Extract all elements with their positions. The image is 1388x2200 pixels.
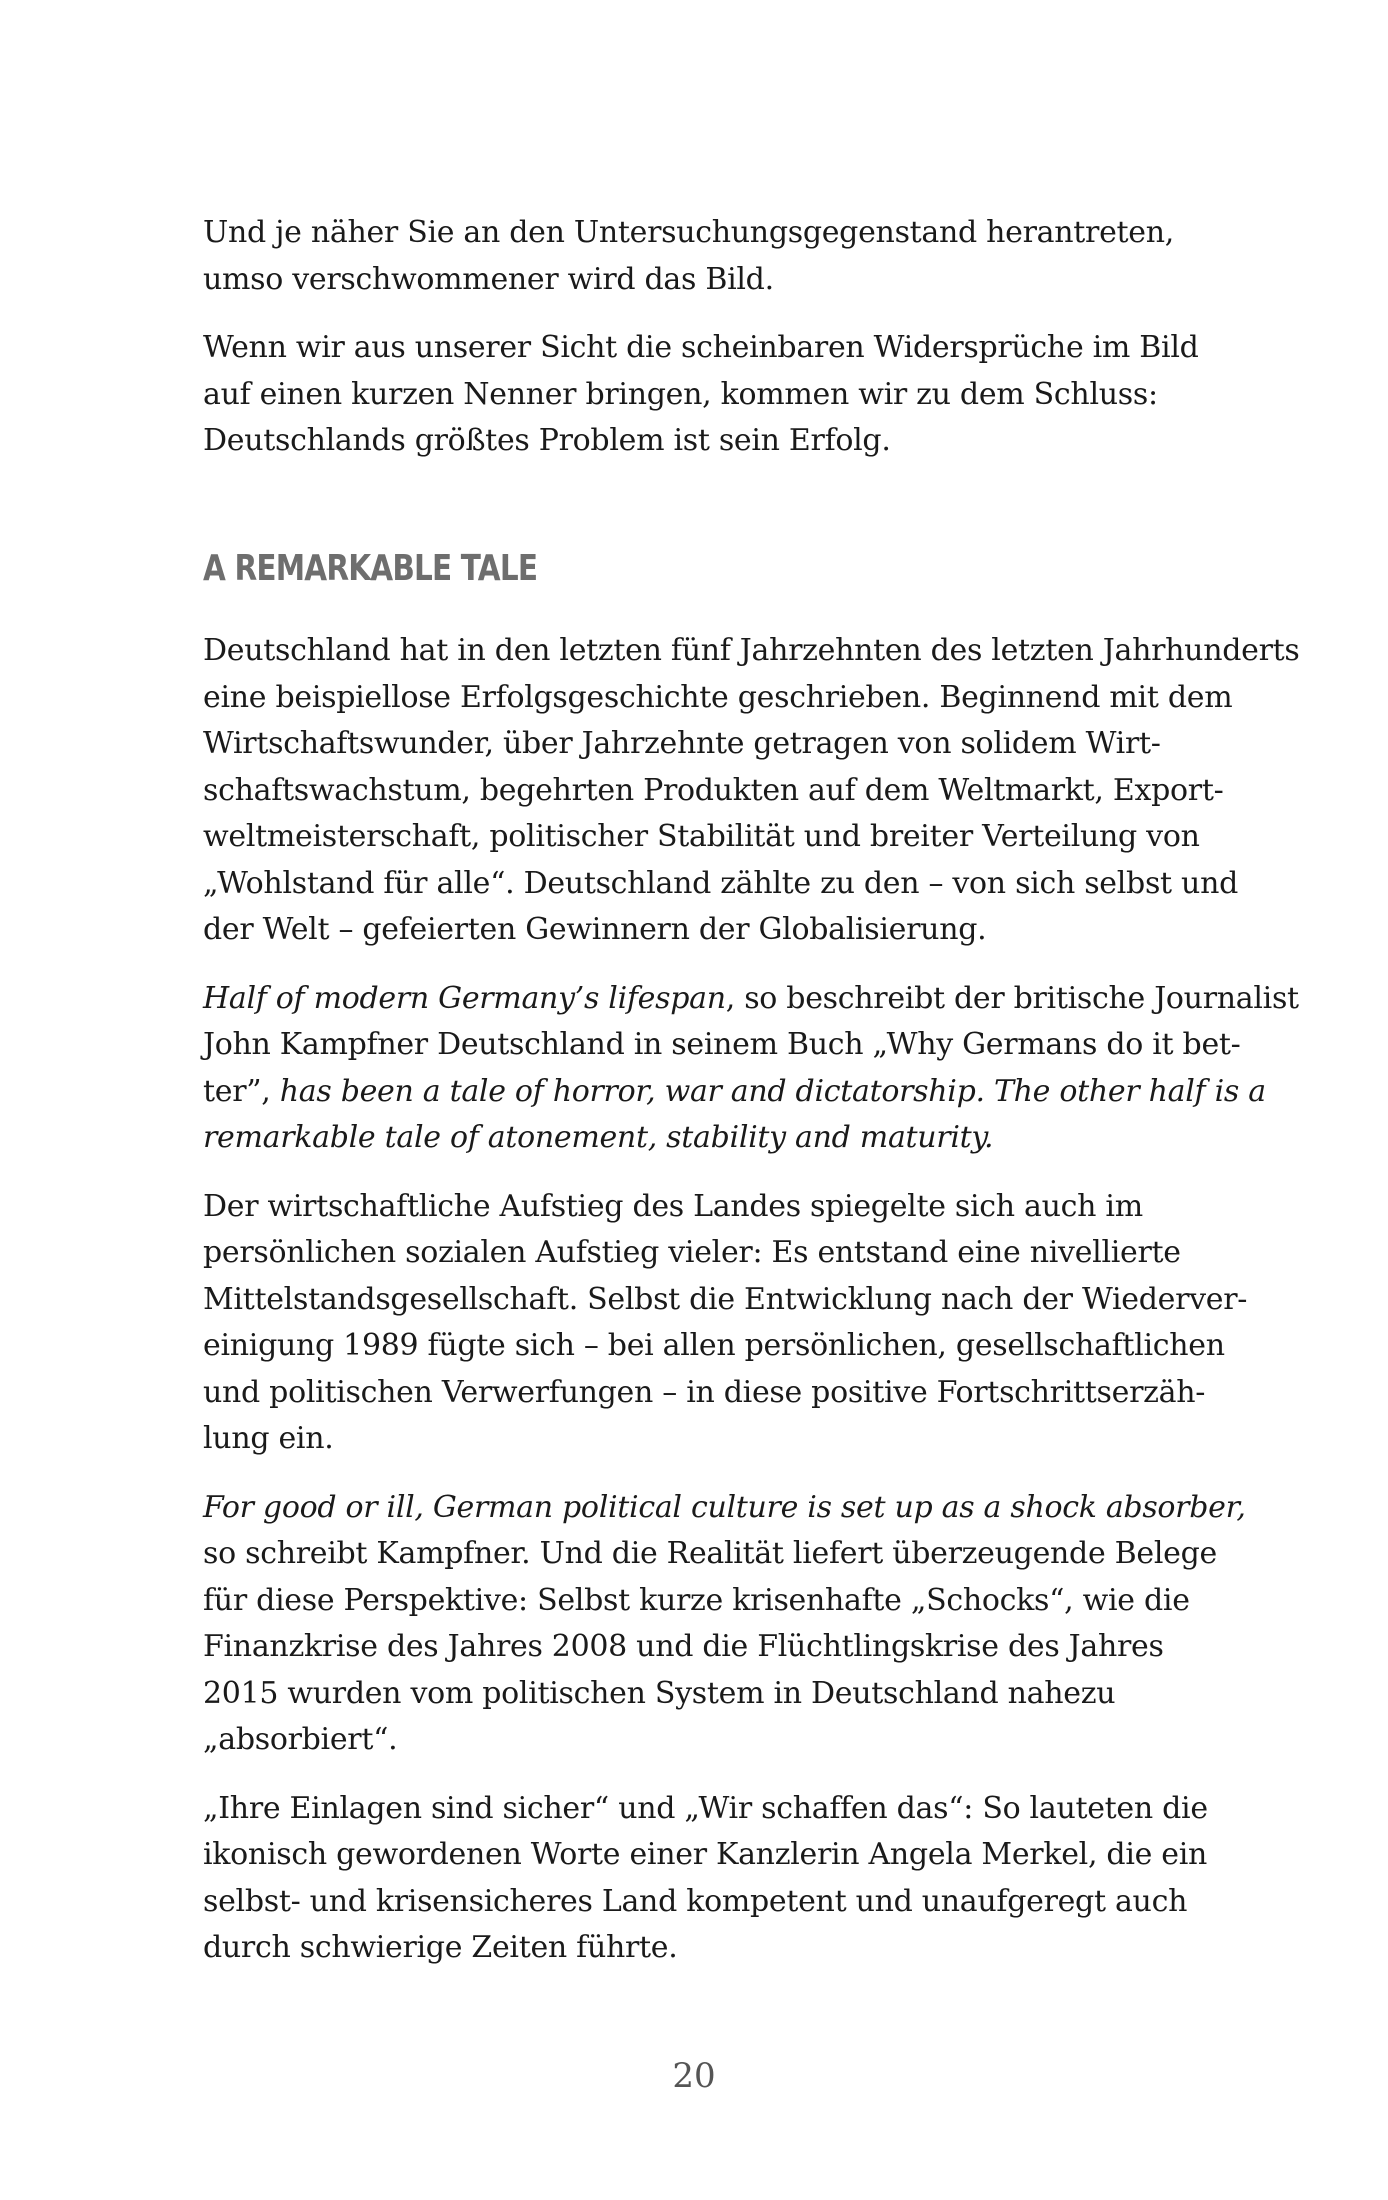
text-line: und politischen Verwerfungen – in diese positive Fortschrittserzäh- [203,1374,1206,1410]
text-line: „absorbiert“. [203,1722,398,1757]
text-line: Mittelstandsgesellschaft. Selbst die Entwicklung nach der Wiederver- [203,1281,1248,1317]
text-line: „Ihre Einlagen sind sicher“ und „Wir schaffen das“: So lauteten die [203,1790,1208,1826]
text-line [203,976,1299,1023]
text-line: weltmeisterschaft, politischer Stabilität und breiter Verteilung von [203,819,1200,854]
italic-quote: remarkable tale of atonement, stability and maturity. [203,1120,994,1155]
text-line: persönlichen sozialen Aufstieg vieler: Es entstand eine nivellierte [203,1235,1181,1270]
text-line: einigung 1989 fügte sich – bei allen persönlichen, gesellschaftlichen [203,1328,1225,1363]
section-heading: A REMARKABLE TALE [203,548,538,589]
text-line: umso verschwommener wird das Bild. [203,261,774,297]
text-line: Wenn wir aus unserer Sicht die scheinbaren Widersprüche im Bild [203,330,1199,365]
section-paragraph-2-quote [203,976,1299,1162]
text-line: so schreibt Kampfner. Und die Realität liefert überzeugende Belege [203,1536,1217,1571]
text-line: Der wirtschaftliche Aufstieg des Landes spiegelte sich auch im [203,1188,1143,1224]
text-line: Deutschland hat in den letzten fünf Jahrzehnten des letzten Jahrhunderts [203,633,1300,668]
text-line: der Welt – gefeierten Gewinnern der Globalisierung. [203,912,987,947]
text-line: John Kampfner Deutschland in seinem Buch „Why Germans do it bet- [203,1027,1241,1062]
text-line: ikonisch gewordenen Worte einer Kanzlerin Angela Merkel, die ein [203,1837,1208,1872]
intro-paragraph-1 [203,210,1203,303]
text-line: 2015 wurden vom politischen System in Deutschland nahezu [203,1675,1116,1711]
section-paragraph-1 [203,628,1300,954]
text-line: Wirtschaftswunder, über Jahrzehnte getragen von solidem Wirt- [203,726,1161,761]
text-line: schaftswachstum, begehrten Produkten auf dem Weltmarkt, Export- [203,772,1224,808]
italic-quote: Half of modern Germany’s lifespan [203,980,726,1016]
text-line: selbst- und krisensicheres Land kompetent und unaufgeregt auch [203,1883,1188,1919]
text-line: Deutschlands größtes Problem ist sein Erfolg. [203,423,891,458]
text-fragment: , so beschreibt der britische Journalist [725,980,1299,1016]
intro-text [203,210,1203,487]
section-paragraph-5 [203,1786,1208,1972]
text-line: „Wohlstand für alle“. Deutschland zählte zu den – von sich selbst und [203,865,1238,901]
text-line: für diese Perspektive: Selbst kurze krisenhafte „Schocks“, wie die [203,1582,1190,1618]
text-line: lung ein. [203,1421,334,1456]
text-line: Finanzkrise des Jahres 2008 und die Flüchtlingskrise des Jahres [203,1629,1164,1664]
text-line: durch schwierige Zeiten führte. [203,1930,678,1965]
text-line: Und je näher Sie an den Untersuchungsgegenstand herantreten, [203,215,1175,250]
text-fragment: ter”, [203,1073,280,1109]
italic-quote: For good or ill, German political culture is set up as a shock absorber, [203,1489,1246,1525]
text-line [203,1069,1266,1116]
text-line: auf einen kurzen Nenner bringen, kommen wir zu dem Schluss: [203,376,1158,412]
text-line: eine beispiellose Erfolgsgeschichte geschrieben. Beginnend mit dem [203,679,1233,715]
section-paragraph-3 [203,1184,1248,1463]
section-paragraph-4-quote [203,1485,1246,1764]
intro-paragraph-2 [203,325,1203,465]
italic-quote: has been a tale of horror, war and dictatorship. The other half is a [279,1073,1266,1109]
page-number: 20 [672,2056,716,2096]
section-body [203,628,1300,1994]
